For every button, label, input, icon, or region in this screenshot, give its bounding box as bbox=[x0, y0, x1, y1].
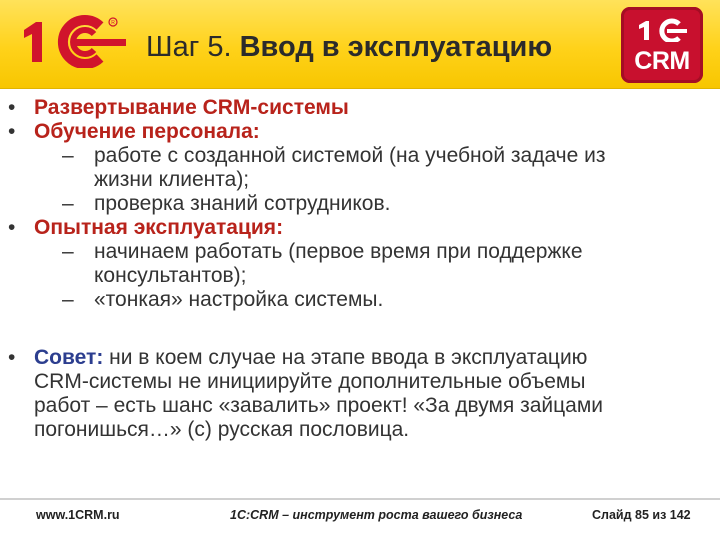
advice-line bbox=[34, 346, 587, 370]
advice-label: Совет: bbox=[34, 346, 104, 369]
sub-item-line: «тонкая» настройка системы. bbox=[94, 288, 384, 311]
advice-line: работ – есть шанс «завалить» проект! «За двумя зайцами bbox=[34, 394, 604, 417]
crm-logo-text: CRM bbox=[634, 47, 690, 75]
dash-marker: – bbox=[62, 144, 74, 167]
crm-logo bbox=[621, 7, 703, 83]
title-main: Ввод в эксплуатацию bbox=[239, 31, 553, 63]
slide-title bbox=[146, 30, 596, 64]
bullet-dot: • bbox=[8, 216, 16, 239]
crm-1c-logo-icon bbox=[635, 16, 689, 42]
svg-text:R: R bbox=[111, 20, 115, 26]
advice-line: CRM-системы не инициируйте дополнительные объемы bbox=[34, 370, 586, 393]
bullet-dot: • bbox=[8, 346, 16, 369]
1c-logo bbox=[14, 10, 129, 68]
bullet-item: Опытная эксплуатация: bbox=[34, 216, 284, 239]
dash-marker: – bbox=[62, 192, 74, 215]
title-prefix: Шаг 5. bbox=[146, 31, 232, 63]
footer-site-link[interactable]: www.1CRM.ru bbox=[36, 508, 120, 522]
slide-header bbox=[0, 0, 720, 89]
footer-divider bbox=[0, 498, 720, 500]
footer-slide-number: Слайд 85 из 142 bbox=[592, 508, 691, 522]
bullet-item: Обучение персонала: bbox=[34, 120, 260, 143]
footer-slogan: 1С:CRM – инструмент роста вашего бизнеса bbox=[230, 508, 523, 522]
dash-marker: – bbox=[62, 288, 74, 311]
bullet-item: Развертывание CRM-системы bbox=[34, 96, 349, 119]
bullet-dot: • bbox=[8, 96, 16, 119]
dash-marker: – bbox=[62, 240, 74, 263]
advice-text: ни в коем случае на этапе ввода в эксплуатацию bbox=[103, 346, 588, 369]
bullet-dot: • bbox=[8, 120, 16, 143]
sub-item-line: работе с созданной системой (на учебной задаче из bbox=[94, 144, 606, 167]
advice-line: погонишься…» (с) русская пословица. bbox=[34, 418, 410, 441]
sub-item-line: жизни клиента); bbox=[94, 168, 250, 191]
sub-item-line: консультантов); bbox=[94, 264, 247, 287]
sub-item-line: проверка знаний сотрудников. bbox=[94, 192, 391, 215]
sub-item-line: начинаем работать (первое время при поддержке bbox=[94, 240, 583, 263]
